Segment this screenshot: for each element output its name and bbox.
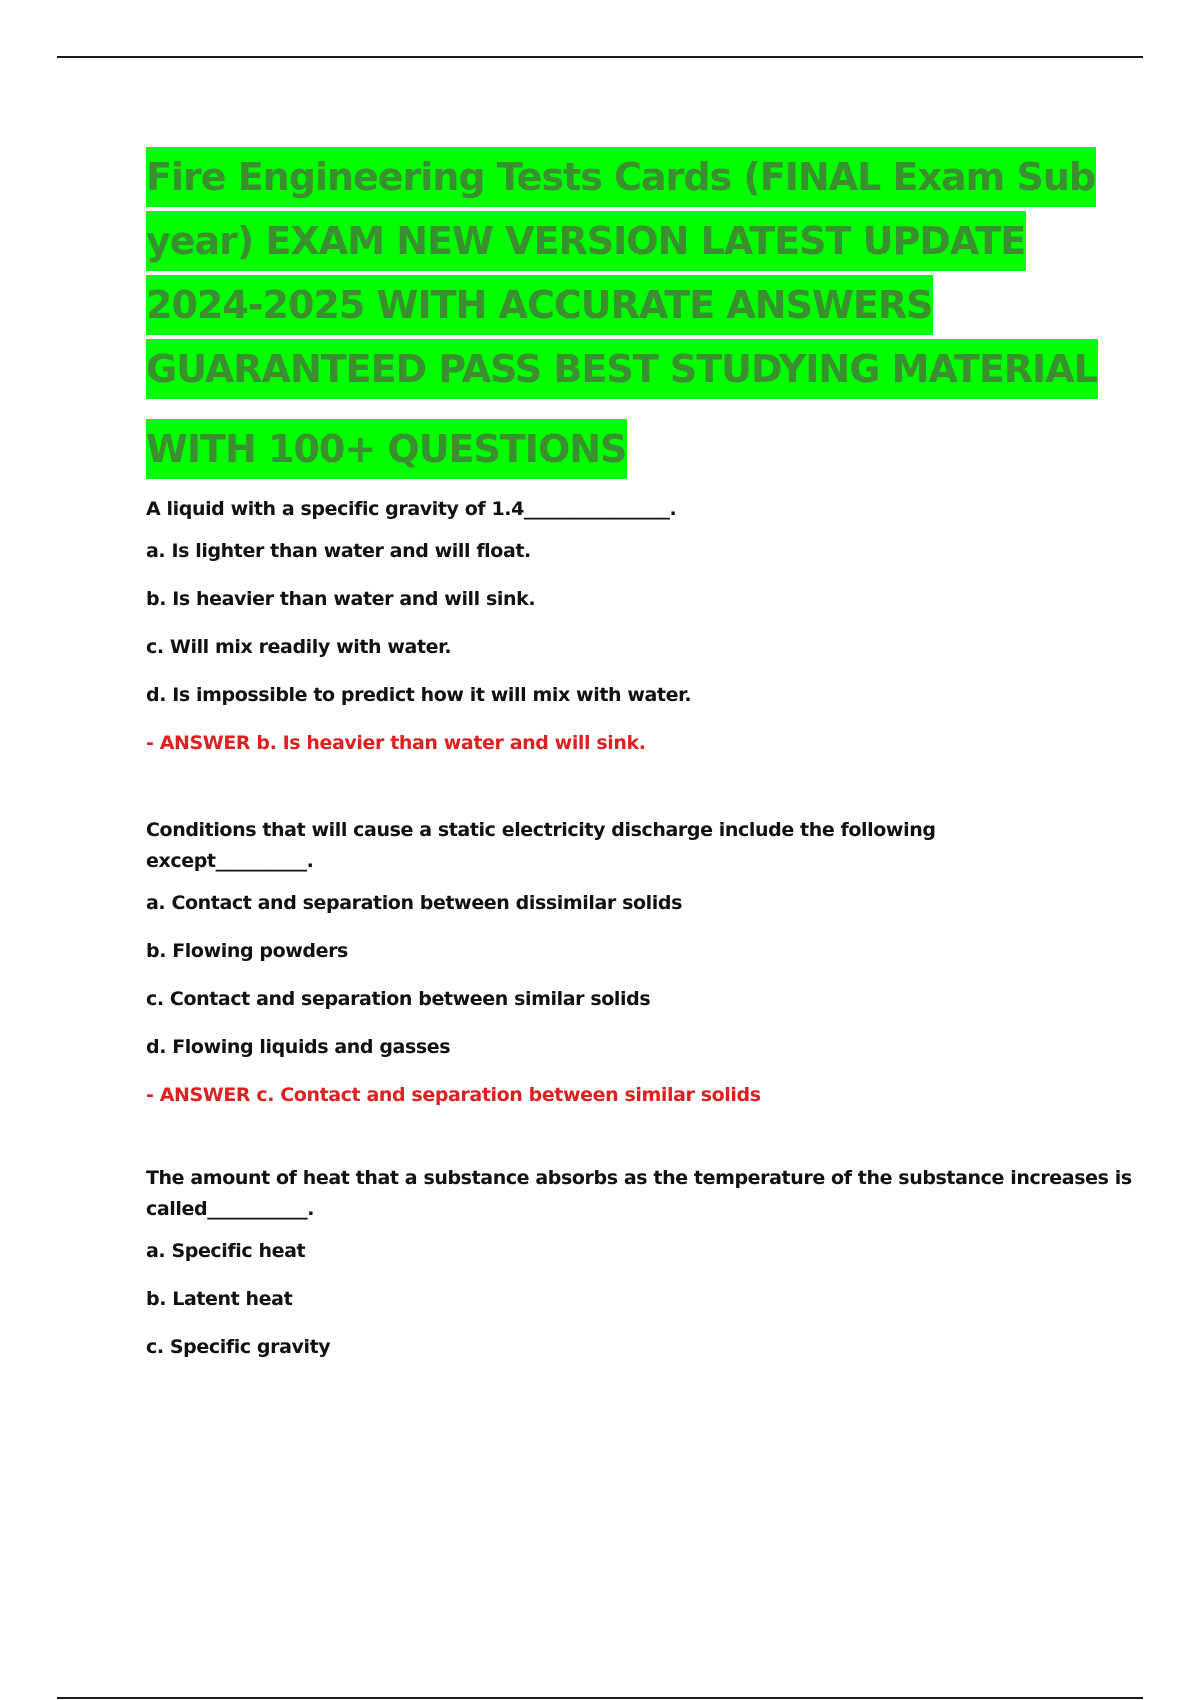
- option-a: a. Contact and separation between dissimilar solids: [146, 892, 683, 914]
- option-a: a. Specific heat: [146, 1240, 306, 1262]
- question-text: The amount of heat that a substance absorbs as the temperature of the substance increases is: [146, 1167, 1132, 1189]
- title-line: Fire Engineering Tests Cards (FINAL Exam Sub: [146, 145, 1106, 209]
- question-text: called___________.: [146, 1198, 315, 1220]
- answer-text: - ANSWER c. Contact and separation between similar solids: [146, 1084, 761, 1106]
- question-3: [146, 1163, 1132, 1371]
- option-d: d. Is impossible to predict how it will mix with water.: [146, 684, 692, 706]
- option-b: b. Latent heat: [146, 1288, 293, 1310]
- bottom-rule: [57, 1697, 1143, 1699]
- question-text: except__________.: [146, 850, 314, 872]
- option-b: b. Is heavier than water and will sink.: [146, 588, 536, 610]
- document-body: [146, 145, 1132, 1371]
- question-2: [146, 815, 1106, 1119]
- option-d: d. Flowing liquids and gasses: [146, 1036, 451, 1058]
- title-line: 2024-2025 WITH ACCURATE ANSWERS: [146, 273, 1106, 337]
- option-c: c. Contact and separation between similar solids: [146, 988, 651, 1010]
- question-text: Conditions that will cause a static electricity discharge include the following: [146, 819, 936, 841]
- document-title: [146, 145, 1106, 481]
- option-b: b. Flowing powders: [146, 940, 348, 962]
- answer-text: - ANSWER b. Is heavier than water and will sink.: [146, 732, 646, 754]
- title-line: year) EXAM NEW VERSION LATEST UPDATE: [146, 209, 1106, 273]
- option-c: c. Will mix readily with water.: [146, 636, 452, 658]
- title-line: GUARANTEED PASS BEST STUDYING MATERIAL: [146, 337, 1106, 401]
- question-text: A liquid with a specific gravity of 1.4________________.: [146, 498, 677, 520]
- question-1: [146, 494, 1106, 767]
- title-line: WITH 100+ QUESTIONS: [146, 417, 1106, 481]
- option-c: c. Specific gravity: [146, 1336, 331, 1358]
- top-rule: [57, 56, 1143, 58]
- option-a: a. Is lighter than water and will float.: [146, 540, 531, 562]
